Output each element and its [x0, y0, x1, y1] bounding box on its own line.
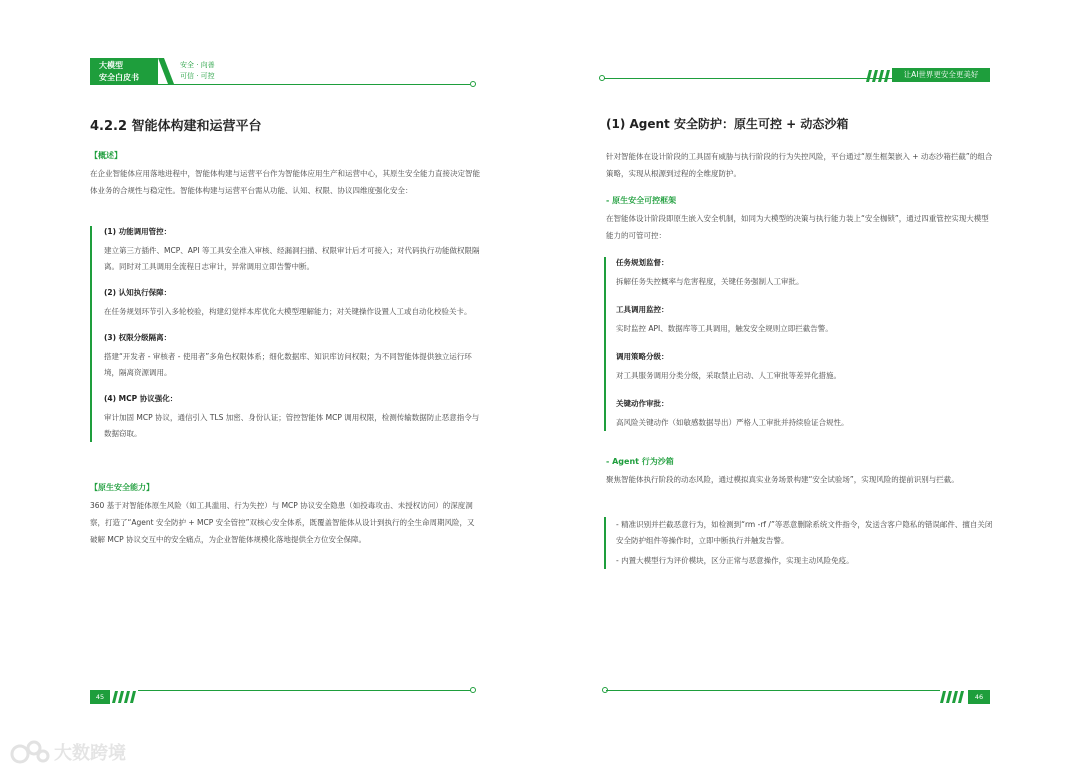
list-item: - 内置大模型行为评价模块，区分正常与恶意操作，实现主动风险免疫。: [616, 556, 854, 565]
stripes-icon: [940, 691, 966, 703]
control-text: 拆解任务失控概率与危害程度，关键任务强制人工审批。: [616, 277, 804, 286]
overview-label: 【概述】: [90, 151, 122, 160]
brand-line-2: 安全白皮书: [99, 73, 139, 82]
feature-item: [104, 332, 480, 381]
behavior-sandbox-label: - Agent 行为沙箱: [606, 457, 674, 466]
control-heading: 任务规划监督：: [616, 258, 669, 267]
control-item: [616, 304, 994, 337]
control-text: 对工具服务调用分类分级，采取禁止启动、人工审批等差异化措施。: [616, 371, 841, 380]
section-title: 4.2.2 智能体构建和运营平台: [90, 119, 262, 134]
feature-text: 建立第三方插件、MCP、API 等工具安全准入审核、经漏洞扫描、权限审计后才可接入；对代码执行功能做权限隔离。同时对工具调用全流程日志审计，异常调用立即告警中断。: [104, 246, 480, 271]
native-capability-label: 【原生安全能力】: [90, 483, 154, 492]
list-item: - 精准识别并拦截恶意行为，如检测到“rm -rf /”等恶意删除系统文件指令，发送含客户隐私的错误邮件、擅自关闭安全防护组件等操作时，立即中断执行并触发告警。: [616, 520, 993, 545]
feature-heading: (1) 功能调用管控：: [104, 227, 172, 236]
feature-text: 审计加固 MCP 协议，通信引入 TLS 加密、身份认证；管控智能体 MCP 调用权限，检测传输数据防止恶意指令与数据窃取。: [104, 413, 480, 438]
header-rule: [90, 84, 470, 85]
stripes-icon: [112, 691, 138, 703]
header-rule-dot: [470, 81, 476, 87]
brand-tagline: [180, 60, 215, 82]
watermark-logo-icon: [10, 738, 50, 766]
intro-text: 针对智能体在设计阶段的工具固有威胁与执行阶段的行为失控风险，平台通过“原生框架嵌入 + 动态沙箱拦截”的组合策略，实现从根源到过程的全维度防护。: [606, 152, 993, 178]
subsection-title: (1) Agent 安全防护：原生可控 + 动态沙箱: [606, 117, 849, 131]
footer-rule: [138, 690, 472, 691]
feature-item: [104, 287, 480, 320]
native-framework-label: - 原生安全可控框架: [606, 196, 677, 205]
brand-tab: [90, 58, 158, 84]
feature-item: [104, 226, 480, 275]
stripes-icon: [866, 70, 892, 82]
control-item: [616, 257, 994, 290]
page-number-right: 46: [968, 690, 990, 704]
footer-rule-dot: [470, 687, 476, 693]
feature-heading: (4) MCP 协议强化：: [104, 394, 178, 403]
control-list: [604, 257, 994, 431]
brand-tag-line-1: 安全 · 向善: [180, 61, 215, 69]
feature-text: 搭建“开发者 - 审核者 - 使用者”多角色权限体系；细化数据库、知识库访问权限；为不同智能体提供独立运行环境，隔离资源调用。: [104, 352, 472, 377]
brand-line-1: 大模型: [99, 61, 123, 70]
control-text: 高风险关键动作（如敏感数据导出）严格人工审批并持续验证合规性。: [616, 418, 849, 427]
watermark-text: 大数跨境: [54, 743, 126, 764]
brand-slash-icon: [158, 58, 174, 84]
native-capability-text: 360 基于对智能体原生风险（如工具滥用、行为失控）与 MCP 协议安全隐患（如投毒攻击、未授权访问）的深度洞察，打造了“Agent 安全防护 + MCP 安全管控”双核心安全体系，既覆盖智能体从设计到执行的全生命周期风险，又破解 MCP 协议交互中的安全痛点，为企业智能体规模化落地提供全方位安全保障。: [90, 501, 475, 544]
control-heading: 调用策略分级：: [616, 352, 669, 361]
footer-rule: [606, 690, 940, 691]
feature-text: 在任务规划环节引入多轮校验，构建幻觉样本库优化大模型理解能力；对关键操作设置人工或自动化校验关卡。: [104, 307, 472, 316]
feature-heading: (2) 认知执行保障：: [104, 288, 172, 297]
feature-list: [90, 226, 480, 442]
native-framework-text: 在智能体设计阶段即原生嵌入安全机制，如同为大模型的决策与执行能力装上“安全枷锁”，通过四重管控实现大模型能力的可管可控：: [606, 214, 989, 240]
brand-tag-line-2: 可信 · 可控: [180, 72, 215, 80]
feature-item: [104, 393, 480, 442]
control-heading: 工具调用监控：: [616, 305, 669, 314]
control-text: 实时监控 API、数据库等工具调用，触发安全规则立即拦截告警。: [616, 324, 833, 333]
watermark: [10, 738, 126, 766]
header-slogan-tab: 让AI世界更安全更美好: [892, 68, 990, 82]
control-item: [616, 398, 994, 431]
page-number-left: 45: [90, 690, 110, 704]
feature-heading: (3) 权限分级隔离：: [104, 333, 172, 342]
control-heading: 关键动作审批：: [616, 399, 669, 408]
behavior-sandbox-text: 聚焦智能体执行阶段的动态风险，通过模拟真实业务场景构建“安全试验场”，实现风险的提前识别与拦截。: [606, 475, 959, 484]
control-item: [616, 351, 994, 384]
overview-text: 在企业智能体应用落地进程中，智能体构建与运营平台作为智能体应用生产和运营中心，其原生安全能力直接决定智能体业务的合规性与稳定性。智能体构建与运营平台需从功能、认知、权限、协议四维度强化安全：: [90, 169, 480, 195]
right-page: [540, 0, 1080, 777]
sandbox-bullet-list: [604, 517, 994, 569]
